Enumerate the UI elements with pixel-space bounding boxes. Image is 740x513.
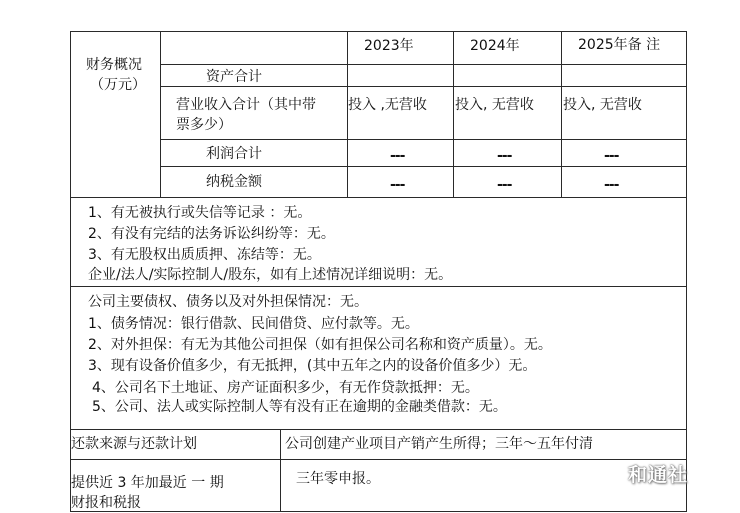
tax-value-2025: ---	[604, 177, 619, 193]
finance-unit-label: （万元）	[90, 77, 146, 93]
reports-value: 三年零申报。	[296, 471, 380, 487]
record-line-3: 3、有无股权出质质押、冻结等：无。	[88, 247, 321, 263]
row-divider-revenue	[160, 139, 687, 140]
reports-label-cont: 财报和税报	[71, 495, 141, 511]
watermark-logo: 和通社	[628, 464, 689, 486]
tax-row-label: 纳税金额	[206, 174, 262, 190]
repayment-row-bottom	[70, 459, 687, 460]
col-divider-label	[160, 31, 161, 197]
finance-section-label: 财务概况	[86, 57, 142, 73]
revenue-value-2025: 投入, 无营收	[563, 97, 642, 113]
revenue-row-label: 营业收入合计（其中带	[176, 97, 316, 113]
record-line-1: 1、有无被执行或失信等记录 ：无。	[88, 205, 312, 221]
reports-label: 提供近 3 年加最近 一 期	[71, 475, 224, 491]
table-border-right	[686, 31, 687, 512]
debt-line-5: 4、公司名下土地证、房产证面积多少，有无作贷款抵押：无。	[92, 380, 479, 396]
repayment-label: 还款来源与还款计划	[71, 436, 197, 452]
profit-row-label: 利润合计	[206, 146, 262, 162]
records-section-bottom	[70, 286, 687, 287]
row-divider-header	[160, 64, 687, 65]
assets-row-label: 资产合计	[206, 69, 262, 85]
debt-line-2: 1、债务情况：银行借款、民间借贷、应付款等。无。	[88, 316, 419, 332]
col-divider-2025	[561, 31, 562, 197]
debts-section-bottom	[70, 429, 687, 430]
tax-value-2023: ---	[390, 177, 405, 193]
revenue-value-2023: 投入 ,无营收	[348, 97, 427, 113]
debt-line-3: 2、对外担保：有无为其他公司担保（如有担保公司名称和资产质量）。无。	[88, 337, 552, 353]
table-border-top	[70, 31, 687, 32]
profit-value-2025: ---	[604, 148, 619, 164]
tax-value-2024: ---	[497, 177, 512, 193]
profit-value-2024: ---	[497, 148, 512, 164]
year-header-2025: 2025年备 注	[578, 37, 661, 53]
debt-line-1: 公司主要债权、债务以及对外担保情况：无。	[88, 294, 368, 310]
col-divider-2024	[453, 31, 454, 197]
repayment-value: 公司创建产业项目产销产生所得；三年～五年付清	[285, 436, 593, 452]
record-line-4: 企业/法人/实际控制人/股东，如有上述情况详细说明：无。	[88, 267, 453, 283]
revenue-value-2024: 投入, 无营收	[455, 97, 534, 113]
revenue-row-label-cont: 票多少）	[176, 117, 232, 133]
debt-line-4: 3、现有设备价值多少，有无抵押，(其中五年之内的设备价值多少）无。	[88, 358, 537, 374]
profit-value-2023: ---	[390, 148, 405, 164]
year-header-2023: 2023年	[364, 38, 414, 54]
col-divider-bottom-rows	[280, 429, 281, 512]
col-divider-2023	[347, 31, 348, 197]
row-divider-assets	[160, 86, 687, 87]
year-header-2024: 2024年	[470, 38, 520, 54]
table-border-bottom	[70, 511, 687, 512]
record-line-2: 2、有没有完结的法务诉讼纠纷等：无。	[88, 226, 335, 242]
finance-section-bottom	[70, 197, 687, 198]
debt-line-6: 5、公司、法人或实际控制人等有没有正在逾期的金融类借款：无。	[92, 399, 507, 415]
row-divider-profit	[160, 166, 687, 167]
